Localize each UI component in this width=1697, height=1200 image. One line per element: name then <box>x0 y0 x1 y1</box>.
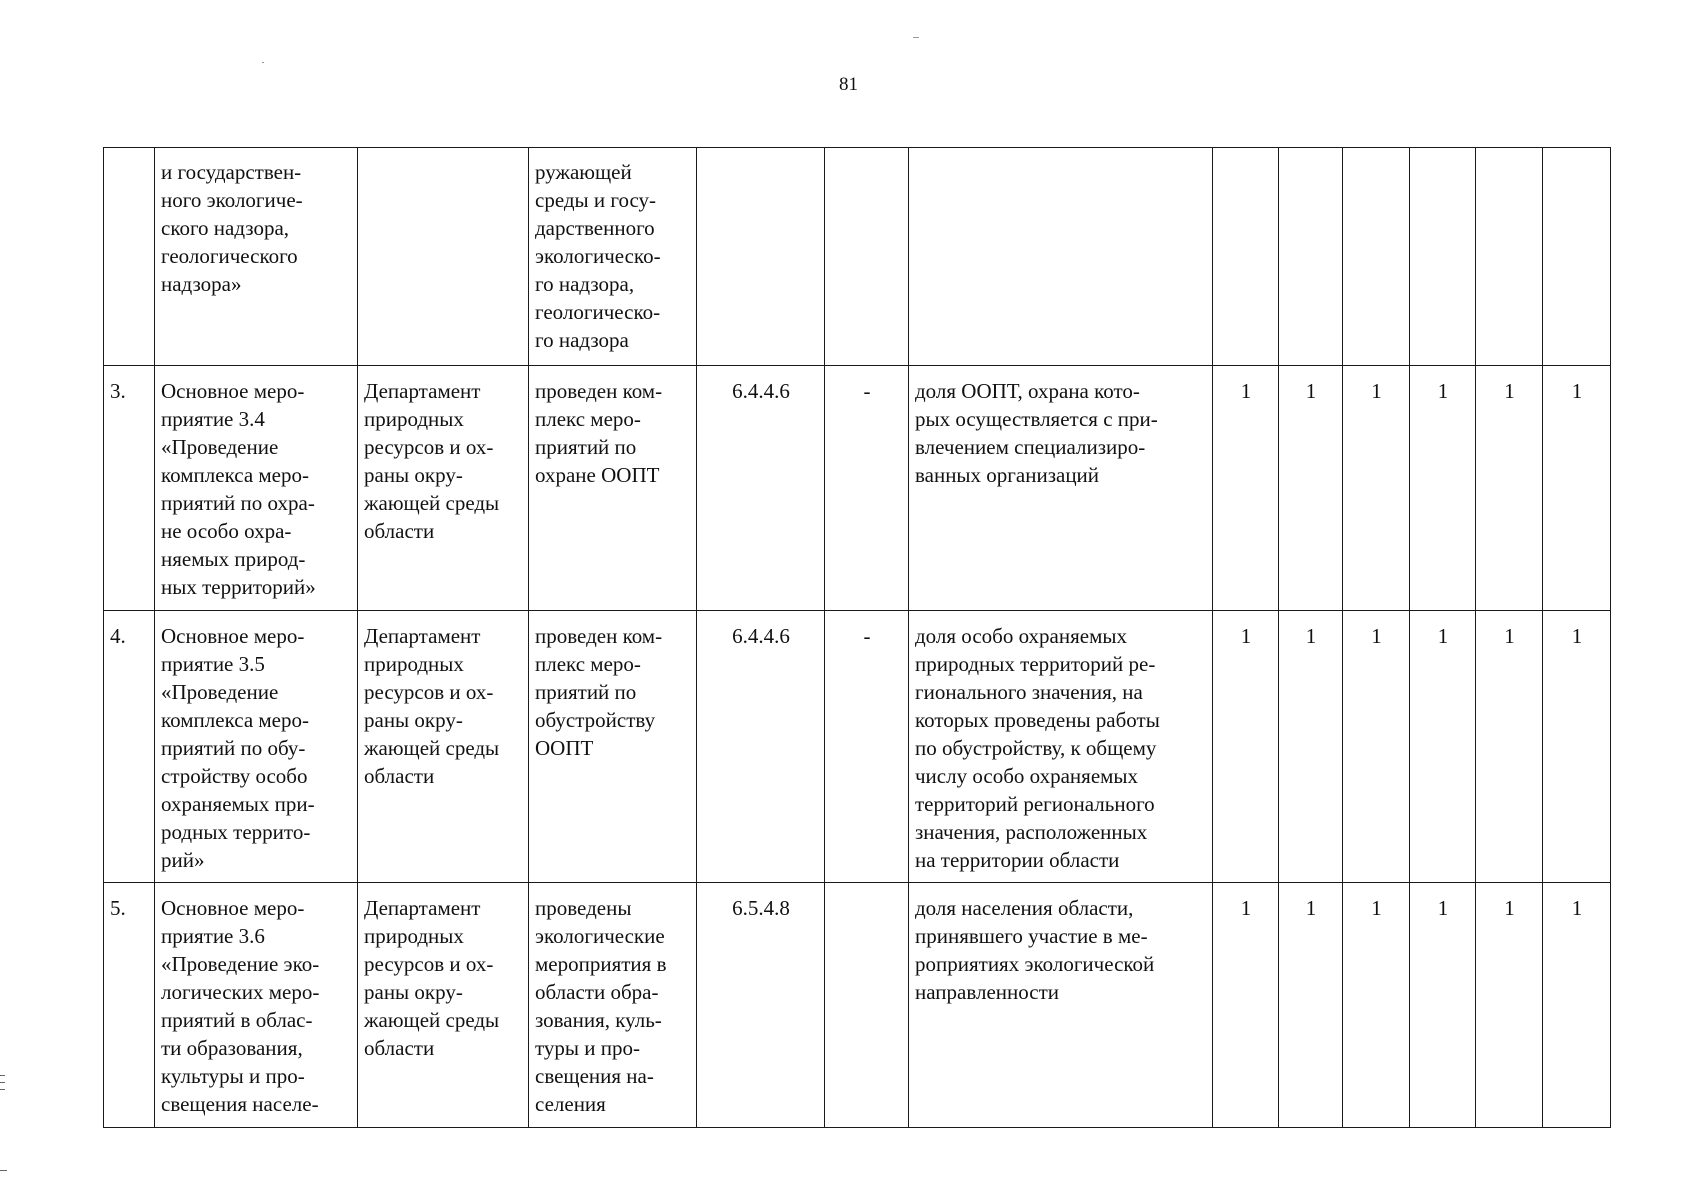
event-name: Основное меро- приятие 3.5 «Проведение комплекса меро- приятий по обу- стройству особо охраняемых при- родных террито- рий» <box>155 611 358 883</box>
value-cell <box>1410 148 1476 366</box>
expected-result: проведены экологические мероприятия в области обра- зования, куль- туры и про- свещения на- селения <box>529 883 697 1128</box>
code: 6.5.4.8 <box>697 883 825 1128</box>
value-cell <box>1279 148 1343 366</box>
value-cell: 1 <box>1279 883 1343 1128</box>
scan-mark <box>0 1075 5 1076</box>
event-name: и государствен- ного экологиче- ского надзора, геологического надзора» <box>155 148 358 366</box>
value-cell: 1 <box>1543 366 1611 611</box>
value-cell: 1 <box>1343 366 1410 611</box>
scan-mark <box>913 37 919 38</box>
indicator: доля особо охраняемых природных территорий ре- гионального значения, на которых проведены работы по обустройству, к общему числу особо охраняемых территорий регионального значения, расположенных на территории области <box>909 611 1213 883</box>
value-cell: 1 <box>1410 611 1476 883</box>
value-cell: 1 <box>1410 366 1476 611</box>
table-row <box>104 611 1611 883</box>
row-number: 5. <box>104 883 155 1128</box>
value-cell <box>1476 148 1543 366</box>
event-name: Основное меро- приятие 3.6 «Проведение эко- логических меро- приятий в облас- ти образования, культуры и про- свещения населе- <box>155 883 358 1128</box>
value-cell: 1 <box>1476 366 1543 611</box>
row-number: 3. <box>104 366 155 611</box>
expected-result: ружающей среды и госу- дарственного экологическо- го надзора, геологическо- го надзора <box>529 148 697 366</box>
expected-result: проведен ком- плекс меро- приятий по охране ООПТ <box>529 366 697 611</box>
executor: Департамент природных ресурсов и ох- раны окру- жающей среды области <box>358 366 529 611</box>
expected-result: проведен ком- плекс меро- приятий по обустройству ООПТ <box>529 611 697 883</box>
code <box>697 148 825 366</box>
value-cell: 1 <box>1279 366 1343 611</box>
value-cell: 1 <box>1543 611 1611 883</box>
flag <box>825 148 909 366</box>
value-cell: 1 <box>1476 611 1543 883</box>
page-number: 81 <box>839 74 858 95</box>
program-table <box>103 147 1611 1128</box>
indicator: доля населения области, принявшего участие в ме- роприятиях экологической направленности <box>909 883 1213 1128</box>
value-cell <box>1213 148 1279 366</box>
flag: - <box>825 366 909 611</box>
executor <box>358 148 529 366</box>
value-cell: 1 <box>1213 366 1279 611</box>
table-row <box>104 148 1611 366</box>
value-cell: 1 <box>1343 611 1410 883</box>
scan-mark <box>0 1082 5 1083</box>
scan-mark <box>0 1170 7 1171</box>
value-cell <box>1343 148 1410 366</box>
value-cell: 1 <box>1213 883 1279 1128</box>
executor: Департамент природных ресурсов и ох- раны окру- жающей среды области <box>358 883 529 1128</box>
code: 6.4.4.6 <box>697 611 825 883</box>
table-row <box>104 883 1611 1128</box>
value-cell: 1 <box>1213 611 1279 883</box>
value-cell: 1 <box>1279 611 1343 883</box>
value-cell: 1 <box>1543 883 1611 1128</box>
table-row <box>104 366 1611 611</box>
flag <box>825 883 909 1128</box>
scan-mark <box>0 1089 5 1090</box>
indicator <box>909 148 1213 366</box>
value-cell: 1 <box>1343 883 1410 1128</box>
flag: - <box>825 611 909 883</box>
row-number: 4. <box>104 611 155 883</box>
event-name: Основное меро- приятие 3.4 «Проведение комплекса меро- приятий по охра- не особо охра- няемых природ- ных территорий» <box>155 366 358 611</box>
scan-mark <box>262 62 264 63</box>
executor: Департамент природных ресурсов и ох- раны окру- жающей среды области <box>358 611 529 883</box>
value-cell <box>1543 148 1611 366</box>
value-cell: 1 <box>1476 883 1543 1128</box>
indicator: доля ООПТ, охрана кото- рых осуществляется с при- влечением специализиро- ванных организаций <box>909 366 1213 611</box>
value-cell: 1 <box>1410 883 1476 1128</box>
code: 6.4.4.6 <box>697 366 825 611</box>
row-number <box>104 148 155 366</box>
